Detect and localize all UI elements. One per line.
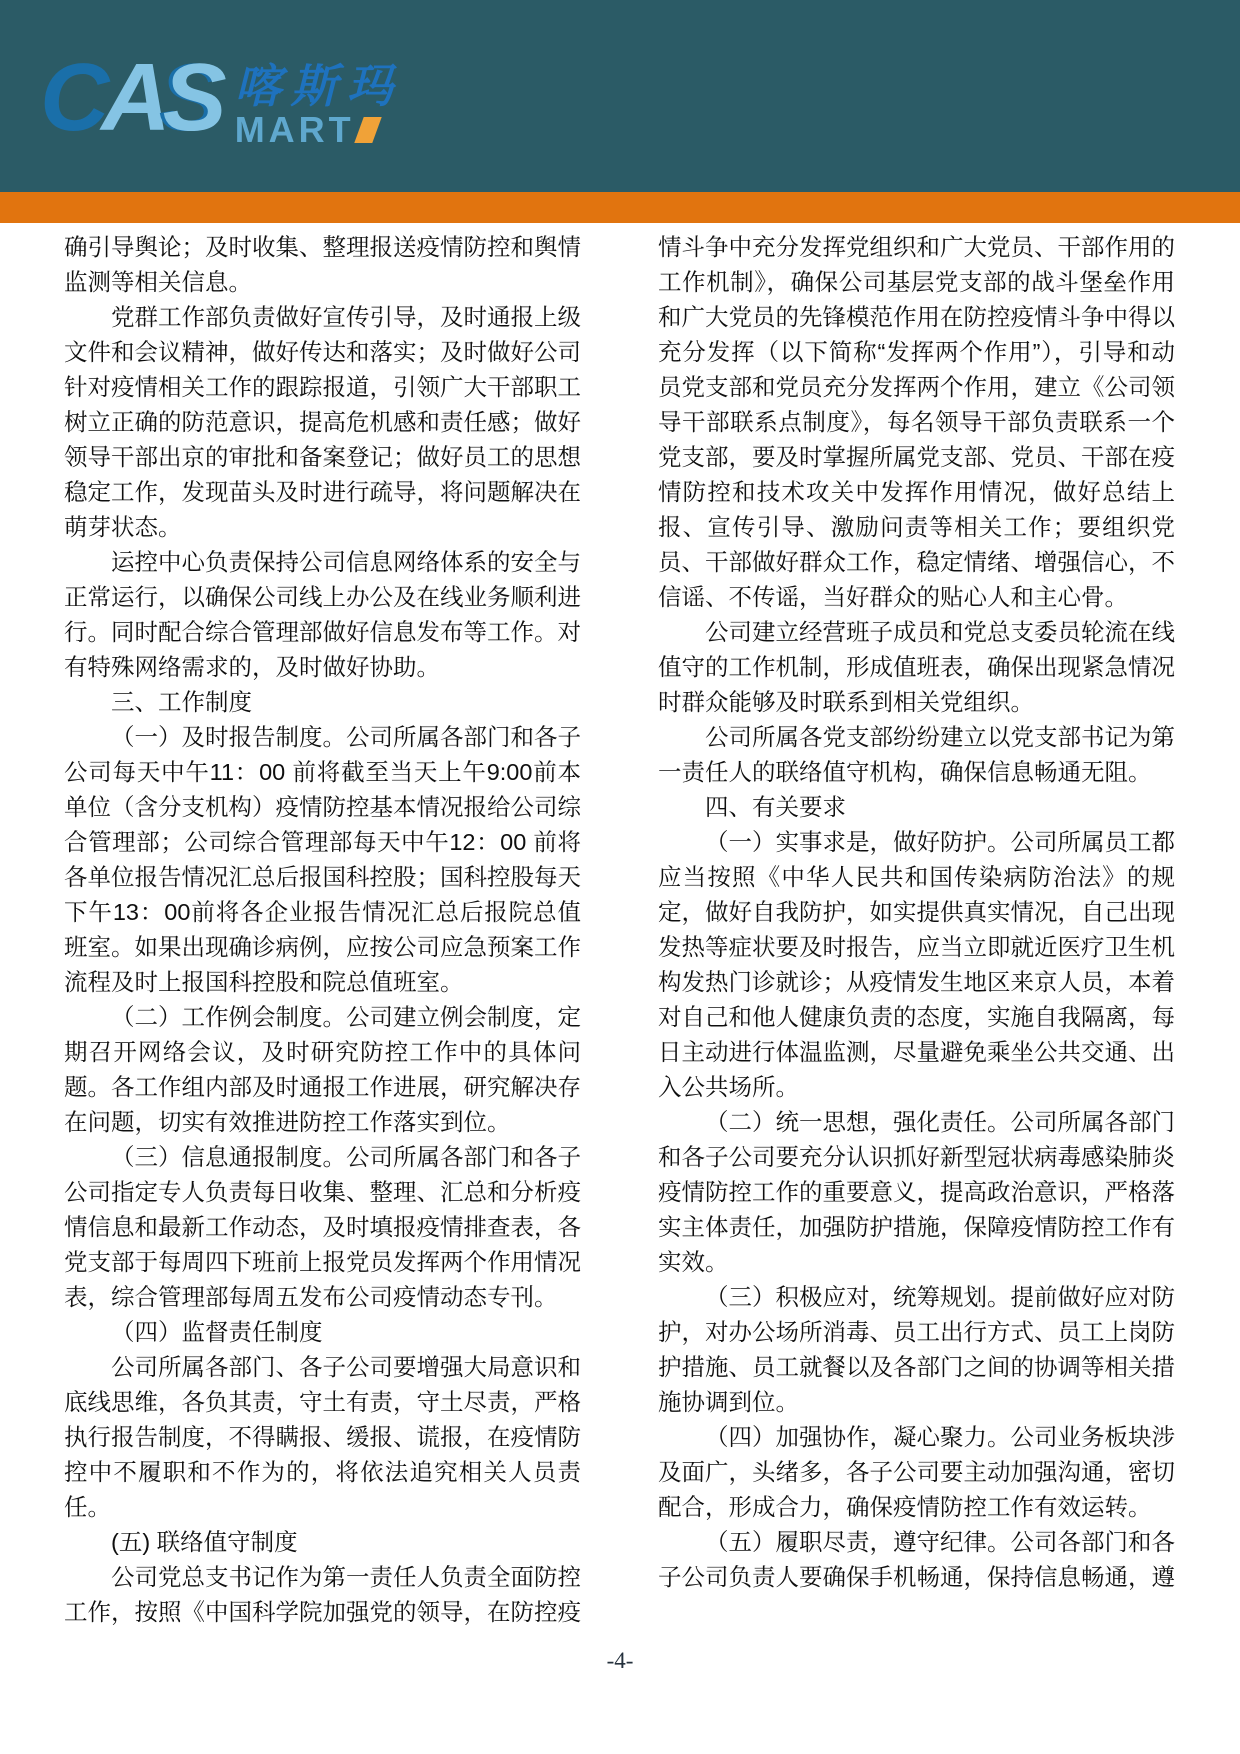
logo-mart-row [234,109,403,150]
logo-letter-c: C [40,44,102,151]
logo-letter-a: A [101,44,163,151]
logo-latin-name: MART [234,109,355,150]
text-column-left [64,230,581,1630]
paragraph: 党群工作部负责做好宣传引导，及时通报上级文件和会议精神，做好传达和落实；及时做好公司针对疫情相关工作的跟踪报道，引领广大干部职工树立正确的防范意识，提高危机感和责任感；做好领导干部出京的审批和备案登记；做好员工的思想稳定工作，发现苗头及时进行疏导，将问题解决在萌芽状态。 [64,304,581,540]
logo-letter-s: S [162,44,219,151]
paragraph: （一）及时报告制度。公司所属各部门和各子公司每天中午11：00 前将截至当天上午9:00前本单位（含分支机构）疫情防控基本情况报给公司综合管理部；公司综合管理部每天中午12：00 前将各单位报告情况汇总后报国科控股；国科控股每天下午13：00前将各企业报告情况汇总后报院总值班室。如果出现确诊病例，应按公司应急预案工作流程及时上报国科控股和院总值班室。 [64,724,581,995]
paragraph: （二）工作例会制度。公司建立例会制度，定期召开网络会议，及时研究防控工作中的具体问题。各工作组内部及时通报工作进展，研究解决存在问题，切实有效推进防控工作落实到位。 [64,1004,581,1135]
document-body [0,223,1240,1630]
paragraph: 情斗争中充分发挥党组织和广大党员、干部作用的工作机制》，确保公司基层党支部的战斗堡垒作用和广大党员的先锋模范作用在防控疫情斗争中得以充分发挥（以下简称“发挥两个作用”），引导和动员党支部和党员充分发挥两个作用，建立《公司领导干部联系点制度》，每名领导干部负责联系一个党支部，要及时掌握所属党支部、党员、干部在疫情防控和技术攻关中发挥作用情况，做好总结上报、宣传引导、激励问责等相关工作；要组织党员、干部做好群众工作，稳定情绪、增强信心，不信谣、不传谣，当好群众的贴心人和主心骨。 [658,234,1175,610]
paragraph: 四、有关要求 [705,794,846,820]
paragraph: （一）实事求是，做好防护。公司所属员工都应当按照《中华人民共和国传染病防治法》的规定，做好自我防护，如实提供真实情况，自己出现发热等症状要及时报告，应当立即就近医疗卫生机构发热门诊就诊；从疫情发生地区来京人员，本着对自己和他人健康负责的态度，实施自我隔离，每日主动进行体温监测，尽量避免乘坐公共交通、出入公共场所。 [658,829,1175,1100]
page-number: -4- [606,1648,634,1673]
logo-cas-letters [40,44,219,151]
header-banner [0,0,1240,192]
paragraph: （五）履职尽责，遵守纪律。公司各部门和各子公司负责人要确保手机畅通，保持信息畅通，遵 [658,1529,1175,1590]
casmart-logo [40,44,403,151]
paragraph: （三）积极应对，统筹规划。提前做好应对防护，对办公场所消毒、员工出行方式、员工上岗防护措施、员工就餐以及各部门之间的协调等相关措施协调到位。 [658,1284,1175,1415]
accent-stripe [0,192,1240,223]
logo-slash-icon [354,117,381,143]
paragraph: 公司建立经营班子成员和党总支委员轮流在线值守的工作机制，形成值班表，确保出现紧急情况时群众能够及时联系到相关党组织。 [658,619,1175,715]
paragraph: （三）信息通报制度。公司所属各部门和各子公司指定专人负责每日收集、整理、汇总和分析疫情信息和最新工作动态，及时填报疫情排查表，各党支部于每周四下班前上报党员发挥两个作用情况表，综合管理部每周五发布公司疫情动态专刊。 [64,1144,581,1310]
paragraph: 公司党总支书记作为第一责任人负责全面防控工作，按照《中国科学院加强党的领导，在防控疫 [64,1564,581,1625]
paragraph: 运控中心负责保持公司信息网络体系的安全与正常运行，以确保公司线上办公及在线业务顺利进行。同时配合综合管理部做好信息发布等工作。对有特殊网络需求的，及时做好协助。 [64,549,581,680]
paragraph: (五) 联络值守制度 [111,1529,298,1555]
paragraph: 三、工作制度 [111,689,252,715]
logo-chinese-name: 喀斯玛 [234,60,403,112]
text-column-right [658,230,1175,1630]
paragraph: （二）统一思想，强化责任。公司所属各部门和各子公司要充分认识抓好新型冠状病毒感染肺炎疫情防控工作的重要意义，提高政治意识，严格落实主体责任，加强防护措施，保障疫情防控工作有实效。 [658,1109,1175,1275]
logo-wordmark-block [235,52,403,148]
paragraph: （四）加强协作，凝心聚力。公司业务板块涉及面广，头绪多，各子公司要主动加强沟通，密切配合，形成合力，确保疫情防控工作有效运转。 [658,1424,1175,1520]
paragraph: 公司所属各党支部纷纷建立以党支部书记为第一责任人的联络值守机构，确保信息畅通无阻。 [658,724,1175,785]
paragraph: 公司所属各部门、各子公司要增强大局意识和底线思维，各负其责，守土有责，守土尽责，严格执行报告制度，不得瞒报、缓报、谎报，在疫情防控中不履职和不作为的，将依法追究相关人员责任。 [64,1354,581,1520]
paragraph: 确引导舆论；及时收集、整理报送疫情防控和舆情监测等相关信息。 [64,234,581,295]
paragraph: （四）监督责任制度 [111,1319,323,1345]
